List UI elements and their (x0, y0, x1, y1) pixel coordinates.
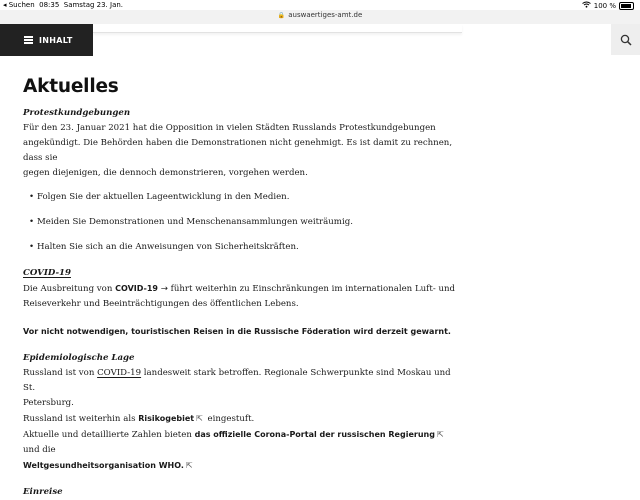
who-link[interactable]: Weltgesundheitsorganisation WHO. (23, 461, 184, 470)
epidemiology-text (23, 366, 463, 474)
external-link-icon[interactable]: ⇱ (436, 430, 444, 439)
covid-text (23, 281, 463, 312)
epi-text-part: Petersburg. (23, 398, 74, 408)
page-title: Aktuelles (23, 76, 119, 97)
covid-inline-link[interactable]: COVID-19 (97, 368, 142, 378)
search-icon (620, 34, 632, 46)
covid-text-part: Reiseverkehr und Beeinträchtigungen des öffentlichen Lebens. (23, 299, 299, 309)
covid-text-part: Die Ausbreitung von (23, 284, 116, 294)
advice-item: • Meiden Sie Demonstrationen und Menschenansammlungen weiträumig. (37, 215, 463, 230)
status-left (3, 1, 123, 9)
status-bar (0, 0, 640, 10)
url-display[interactable] (0, 11, 640, 19)
section-protest (23, 105, 463, 255)
advice-list (23, 190, 463, 255)
hamburger-icon (24, 36, 33, 44)
date: Samstag 23. Jan. (63, 1, 124, 9)
back-to-app[interactable]: ◂ Suchen (3, 1, 35, 9)
epi-text-part: und die (23, 445, 56, 455)
wifi-icon (582, 1, 591, 10)
battery-percent: 100 % (593, 1, 616, 10)
epidemiology-heading: Epidemiologische Lage (23, 353, 135, 363)
epi-text-part: eingestuft. (204, 414, 255, 424)
menu-label: INHALT (39, 35, 73, 45)
status-right (582, 1, 634, 10)
epi-text-part: Russland ist von (23, 368, 98, 378)
main-content (23, 76, 463, 500)
advice-item: • Halten Sie sich an die Anweisungen von Sicherheitskräften. (37, 240, 463, 255)
external-link-icon[interactable]: ⇱ (196, 414, 203, 423)
clock: 08:35 (39, 1, 60, 9)
arrow-right-icon: → (160, 284, 168, 294)
battery-icon (619, 2, 634, 10)
section-heading-entry: Einreise (23, 487, 63, 497)
risk-area-label: Risikogebiet (138, 414, 195, 423)
section-epidemiology (23, 350, 463, 474)
corona-portal-link[interactable]: das offizielle Corona-Portal der russischen Regierung (194, 430, 435, 439)
header-divider (93, 24, 462, 33)
epi-text-part: Aktuelle und detaillierte Zahlen bieten (23, 430, 195, 440)
url-text: auswaertiges-amt.de (288, 11, 363, 19)
covid-link[interactable]: COVID-19 (115, 284, 158, 293)
address-bar[interactable] (0, 10, 640, 24)
covid-heading-link[interactable]: COVID-19 (23, 268, 71, 278)
external-link-icon[interactable]: ⇱ (185, 461, 193, 470)
section-covid (23, 265, 463, 339)
search-button[interactable] (611, 24, 640, 55)
lock-icon: 🔒 (277, 12, 286, 19)
protest-text-line: gegen diejenigen, die dennoch demonstrieren, vorgehen werden. (23, 168, 308, 178)
epi-text-part: Russland ist weiterhin als (23, 414, 139, 424)
section-heading-protest: Protestkundgebungen (23, 108, 131, 118)
epi-text-part: landesweit stark betroffen. Regionale Schwerpunkte sind Moskau und St. (23, 368, 451, 393)
covid-text-part: führt weiterhin zu Einschränkungen im internationalen Luft- und (167, 284, 456, 294)
menu-button[interactable] (0, 24, 93, 56)
advice-item: • Folgen Sie der aktuellen Lageentwicklung in den Medien. (37, 190, 463, 205)
protest-text-line: angekündigt. Die Behörden haben die Demonstrationen nicht genehmigt. Es ist damit zu rechnen, dass sie (23, 138, 453, 163)
travel-warning: Vor nicht notwendigen, touristischen Reisen in die Russische Föderation wird derzeit gewarnt. (23, 327, 451, 336)
protest-text-line: Für den 23. Januar 2021 hat die Opposition in vielen Städten Russlands Protestkundgebungen (23, 123, 436, 133)
protest-text (23, 121, 463, 181)
